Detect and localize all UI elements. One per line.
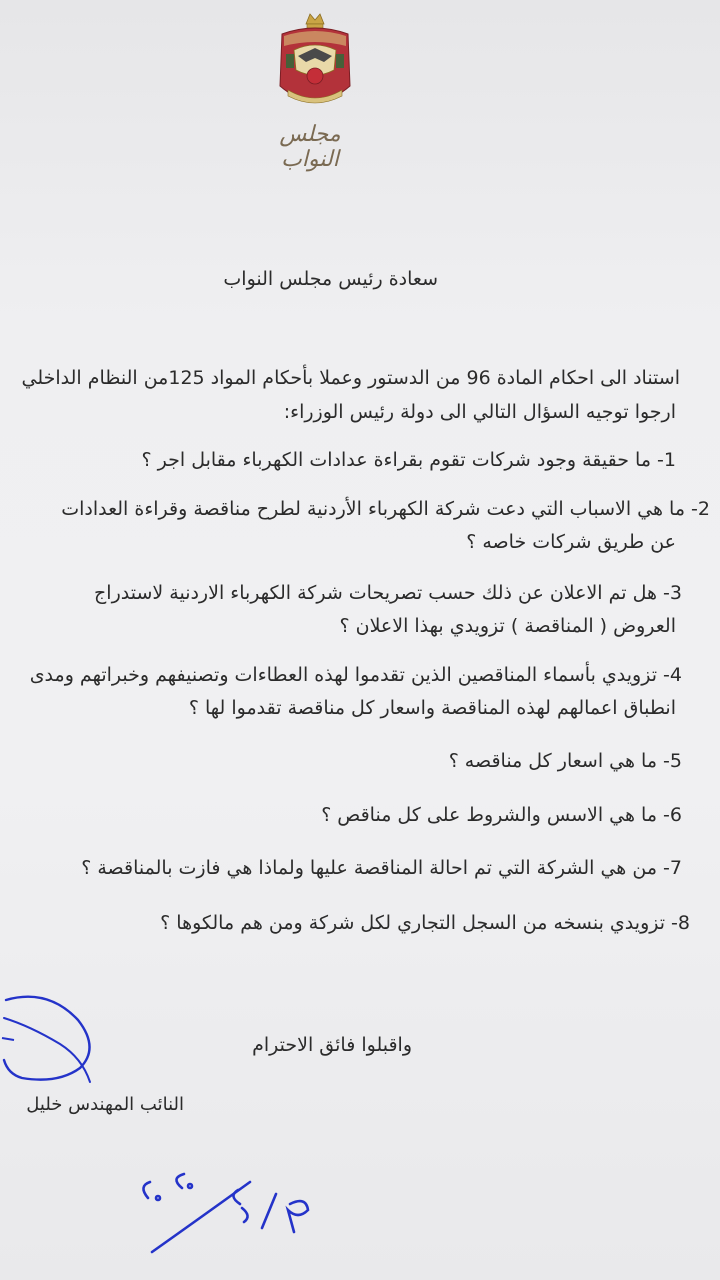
question-5: 5- ما هي اسعار كل مناقصه ؟ [448, 750, 682, 772]
question-4: 4- تزويدي بأسماء المناقصين الذين تقدموا لهذه العطاءات وتصنيفهم وخبراتهم ومدى [29, 664, 682, 686]
question-7: 7- من هي الشركة التي تم احالة المناقصة عليها ولماذا هي فازت بالمناقصة ؟ [81, 857, 682, 879]
parliament-name: مجلس النواب [279, 122, 341, 172]
closing: واقبلوا فائق الاحترام [252, 1034, 412, 1056]
salutation: سعادة رئيس مجلس النواب [223, 268, 438, 290]
question-3-cont: العروض ( المناقصة ) تزويدي بهذا الاعلان ؟ [339, 615, 676, 637]
signer-name: النائب المهندس خليل [26, 1094, 184, 1115]
question-2-cont: عن طريق شركات خاصه ؟ [466, 531, 676, 553]
question-2: 2- ما هي الاسباب التي دعت شركة الكهرباء الأردنية لطرح مناقصة وقراءة العدادات [61, 498, 710, 520]
jordan-coat-of-arms-icon [274, 10, 356, 110]
intro-line: استناد الى احكام المادة 96 من الدستور وعملا بأحكام المواد 125من النظام الداخلي [21, 367, 680, 389]
intro-line: ارجوا توجيه السؤال التالي الى دولة رئيس الوزراء: [283, 401, 676, 423]
question-4-cont: انطباق اعمالهم لهذه المناقصة واسعار كل مناقصة تقدموا لها ؟ [188, 697, 676, 719]
signature-icon [0, 990, 110, 1110]
question-1: 1- ما حقيقة وجود شركات تقوم بقراءة عدادات الكهرباء مقابل اجر ؟ [141, 449, 676, 471]
question-3: 3- هل تم الاعلان عن ذلك حسب تصريحات شركة الكهرباء الاردنية لاستدراج [94, 582, 682, 604]
handwritten-date-icon [130, 1158, 320, 1258]
question-8: 8- تزويدي بنسخه من السجل التجاري لكل شركة ومن هم مالكوها ؟ [160, 912, 690, 934]
question-6: 6- ما هي الاسس والشروط على كل مناقص ؟ [321, 804, 682, 826]
